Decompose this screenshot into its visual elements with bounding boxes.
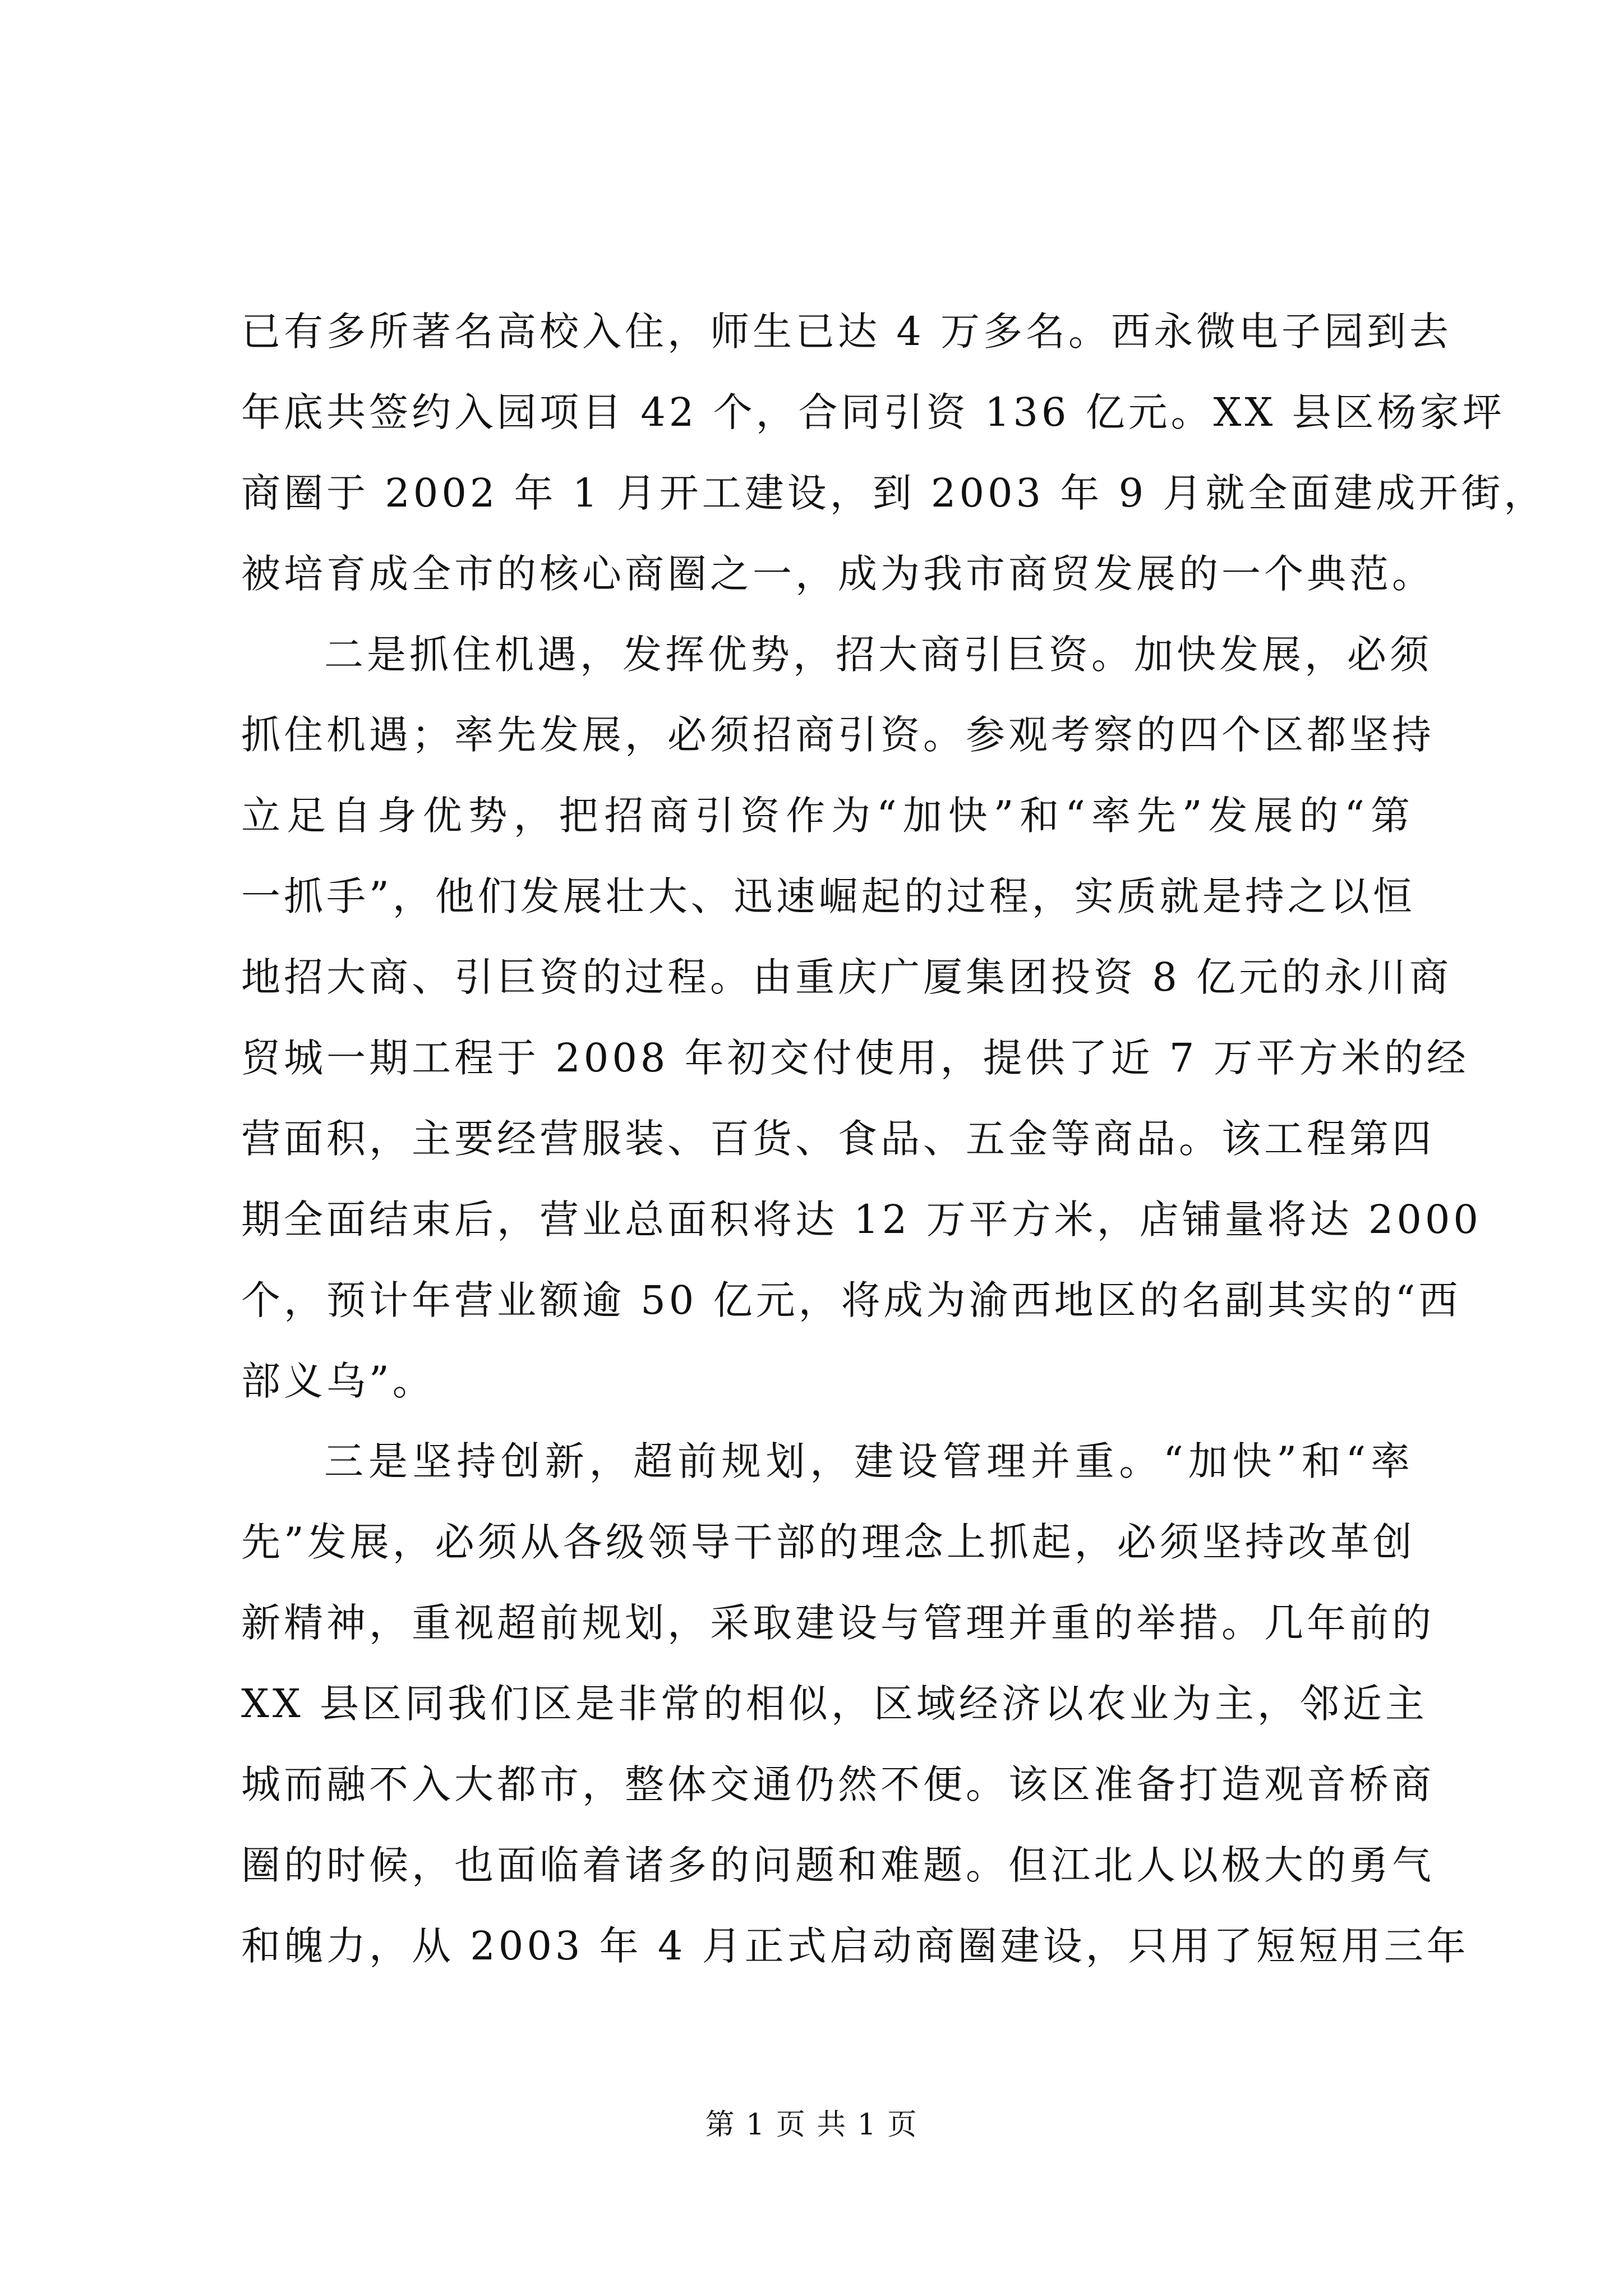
text-line: 商圈于 2002 年 1 月开工建设，到 2003 年 9 月就全面建成开街， <box>241 470 1547 516</box>
text-line: 个，预计年营业额逾 50 亿元，将成为渝西地区的名副其实的“西 <box>241 1277 1461 1323</box>
text-line: 部义乌”。 <box>241 1358 435 1404</box>
text-line: 圈的时候，也面临着诸多的问题和难题。但江北人以极大的勇气 <box>241 1842 1435 1888</box>
text-line: 一抓手”，他们发展壮大、迅速崛起的过程，实质就是持之以恒 <box>241 873 1415 920</box>
body-text <box>241 292 1547 1987</box>
text-line: 营面积，主要经营服装、百货、食品、五金等商品。该工程第四 <box>241 1115 1435 1162</box>
text-line: XX 县区同我们区是非常的相似，区域经济以农业为主，邻近主 <box>241 1681 1428 1727</box>
text-line: 先”发展，必须从各级领导干部的理念上抓起，必须坚持改革创 <box>241 1519 1415 1566</box>
text-line: 立足自身优势，把招商引资作为“加快”和“率先”发展的“第 <box>241 793 1413 839</box>
paragraph-first-line: 二是抓住机遇，发挥优势，招大商引巨资。加快发展，必须 <box>324 631 1432 678</box>
text-line: 被培育成全市的核心商圈之一，成为我市商贸发展的一个典范。 <box>241 550 1435 597</box>
page-number-footer: 第 1 页 共 1 页 <box>705 2108 918 2142</box>
text-line: 抓住机遇；率先发展，必须招商引资。参观考察的四个区都坚持 <box>241 712 1435 758</box>
text-line: 城而融不入大都市，整体交通仍然不便。该区准备打造观音桥商 <box>241 1761 1435 1808</box>
text-line: 已有多所著名高校入住，师生已达 4 万多名。西永微电子园到去 <box>241 309 1453 355</box>
text-line: 期全面结束后，营业总面积将达 12 万平方米，店铺量将达 2000 <box>241 1196 1482 1243</box>
text-line: 和魄力，从 2003 年 4 月正式启动商圈建设，只用了短短用三年 <box>241 1922 1469 1969</box>
text-line: 贸城一期工程于 2008 年初交付使用，提供了近 7 万平方米的经 <box>241 1035 1469 1082</box>
paragraph-first-line: 三是坚持创新，超前规划，建设管理并重。“加快”和“率 <box>324 1438 1413 1485</box>
text-line: 年底共签约入园项目 42 个，合同引资 136 亿元。XX 县区杨家坪 <box>241 389 1505 435</box>
text-line: 新精神，重视超前规划，采取建设与管理并重的举措。几年前的 <box>241 1600 1435 1646</box>
text-line: 地招大商、引巨资的过程。由重庆广厦集团投资 8 亿元的永川商 <box>241 954 1453 1001</box>
